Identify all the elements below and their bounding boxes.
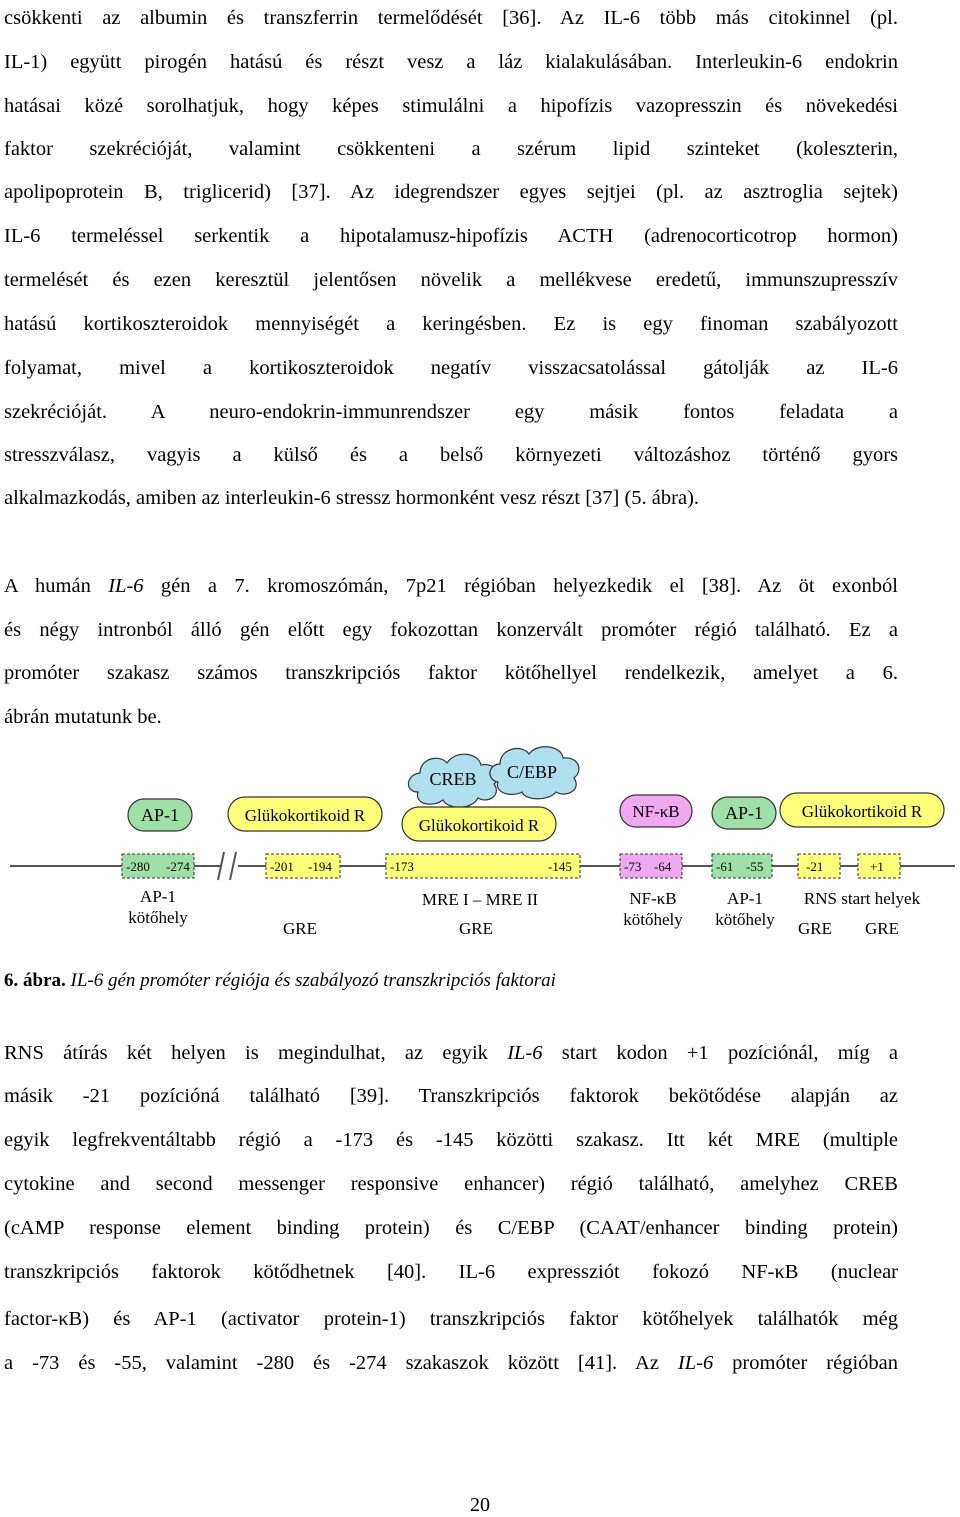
para1-line: faktor szekrécióját, valamint csökkenteni a szérum lipid szinteket (koleszterin,	[4, 138, 898, 160]
caption-number: 6. ábra.	[4, 970, 66, 991]
page-number: 20	[470, 1494, 490, 1516]
svg-text:Glükokortikoid R: Glükokortikoid R	[418, 816, 540, 835]
para3-line: másik -21 pozícióná található [39]. Transzkripciós faktorok bekötődése alapján az	[4, 1085, 898, 1107]
break-mark	[218, 852, 236, 880]
site-label: AP-1	[140, 887, 176, 906]
svg-text:-201: -201	[270, 859, 294, 874]
factor-gr-1	[228, 797, 382, 831]
site-label: MRE I – MRE II	[421, 890, 539, 909]
factor-gr-2	[402, 807, 556, 841]
gene-name: IL-6	[677, 1352, 714, 1374]
svg-text:-280: -280	[126, 859, 150, 874]
gene-name: IL-6	[108, 575, 144, 597]
para1-line: hatásai közé sorolhatjuk, hogy képes stimulálni a hipofízis vazopresszin és növekedési	[4, 95, 898, 117]
para1-line: IL-6 termeléssel serkentik a hipotalamusz-hipofízis ACTH (adrenocorticotrop hormon)	[4, 225, 898, 247]
svg-text:-55: -55	[746, 859, 764, 874]
caption-text: IL-6 gén promóter régiója és szabályozó transzkripciós faktorai	[70, 970, 556, 991]
svg-text:Glükokortikoid R: Glükokortikoid R	[244, 806, 366, 825]
text-span: promóter régióban	[713, 1352, 898, 1374]
svg-text:Glükokortikoid R: Glükokortikoid R	[801, 802, 923, 821]
para1-line: stresszválasz, vagyis a külső és a belső környezeti változáshoz történő gyors	[4, 444, 898, 466]
para2-line: promóter szakasz számos transzkripciós faktor kötőhellyel rendelkezik, amelyet a 6.	[4, 662, 898, 684]
svg-text:+1: +1	[870, 859, 884, 874]
factor-ap1-left	[128, 799, 192, 831]
para1-line: IL-1) együtt pirogén hatású és részt vesz a láz kialakulásában. Interleukin-6 endokrin	[4, 51, 898, 73]
factor-nfkb	[620, 795, 692, 827]
creb-label: CREB	[429, 769, 477, 789]
para3-line: factor-κB) és AP-1 (activator protein-1) transzkripciós faktor kötőhelyek találhatók még	[4, 1308, 898, 1330]
para1-line: szekrécióját. A neuro-endokrin-immunrendszer egy másik fontos feladata a	[4, 401, 898, 423]
figure-caption	[4, 970, 556, 992]
para2-line	[4, 574, 898, 598]
para1-line: hatású kortikoszteroidok mennyiségét a keringésben. Ez is egy finoman szabályozott	[4, 313, 898, 335]
gene-name: IL-6	[507, 1042, 543, 1064]
para1-line: alkalmazkodás, amiben az interleukin-6 stressz hormonként vesz részt [37] (5. ábra).	[4, 487, 700, 509]
site-label: GRE	[798, 919, 832, 938]
svg-text:-64: -64	[654, 859, 672, 874]
svg-text:AP-1: AP-1	[140, 805, 180, 825]
para1-line: folyamat, mivel a kortikoszteroidok negatív visszacsatolással gátolják az IL-6	[4, 357, 898, 379]
segment-nfkb	[620, 854, 682, 878]
svg-text:-21: -21	[806, 859, 824, 874]
factor-ap1-right	[712, 797, 776, 829]
text-span: start kodon +1 pozíciónál, míg a	[542, 1042, 899, 1064]
promoter-diagram	[0, 740, 960, 950]
site-label: kötőhely	[128, 908, 188, 927]
segment-ap1-right	[712, 854, 772, 878]
para1-line: csökkenti az albumin és transzferrin termelődését [36]. Az IL-6 több más citokinnel (pl.	[4, 7, 898, 29]
factor-gr-3	[780, 793, 944, 827]
site-label: AP-1	[727, 889, 763, 908]
site-label: GRE	[865, 919, 899, 938]
text-span: RNS átírás két helyen is megindulhat, az egyik	[4, 1042, 508, 1064]
svg-text:-145: -145	[548, 859, 572, 874]
site-label: kötőhely	[715, 910, 775, 929]
para2-line: és négy intronból álló gén előtt egy fokozottan konzervált promóter régió található. Ez a	[4, 619, 898, 641]
site-label: GRE	[283, 919, 317, 938]
svg-text:AP-1: AP-1	[724, 803, 764, 823]
para3-line: egyik legfrekventáltabb régió a -173 és -145 közötti szakasz. Itt két MRE (multiple	[4, 1129, 898, 1151]
site-label: RNS start helyek	[803, 889, 921, 908]
svg-text:-61: -61	[716, 859, 734, 874]
para3-line	[4, 1041, 898, 1065]
para3-line: cytokine and second messenger responsive enhancer) régió található, amelyhez CREB	[4, 1173, 898, 1195]
text-span: a -73 és -55, valamint -280 és -274 szakaszok között [41]. Az	[4, 1352, 678, 1374]
svg-text:-274: -274	[166, 859, 190, 874]
text-span: gén a 7. kromoszómán, 7p21 régióban helyezkedik el [38]. Az öt exonból	[143, 575, 899, 597]
cebp-label: C/EBP	[506, 762, 558, 782]
svg-text:NF-κB: NF-κB	[632, 802, 680, 821]
para2-line: ábrán mutatunk be.	[4, 706, 162, 728]
para3-line: (cAMP response element binding protein) és C/EBP (CAAT/enhancer binding protein)	[4, 1217, 898, 1239]
svg-text:-73: -73	[624, 859, 642, 874]
segment-mre	[386, 854, 580, 878]
site-label: NF-κB	[629, 889, 677, 908]
para1-line: apolipoprotein B, triglicerid) [37]. Az idegrendszer egyes sejtjei (pl. az asztroglia sejtek)	[4, 181, 898, 203]
segment-ap1-left	[122, 854, 194, 878]
creb-cloud	[408, 754, 498, 807]
para1-line: termelését és ezen keresztül jelentősen növelik a mellékvese eredetű, immunszupresszív	[4, 269, 898, 291]
site-label: kötőhely	[623, 910, 683, 929]
svg-text:-173: -173	[390, 859, 414, 874]
para3-line: transzkripciós faktorok kötődhetnek [40]. IL-6 expressziót fokozó NF-κB (nuclear	[4, 1261, 898, 1283]
segment-gre-1	[266, 854, 340, 878]
text-span: A humán	[4, 575, 109, 597]
cebp-cloud	[490, 747, 579, 799]
site-label: GRE	[459, 919, 493, 938]
svg-text:-194: -194	[308, 859, 332, 874]
para3-line	[4, 1351, 898, 1375]
